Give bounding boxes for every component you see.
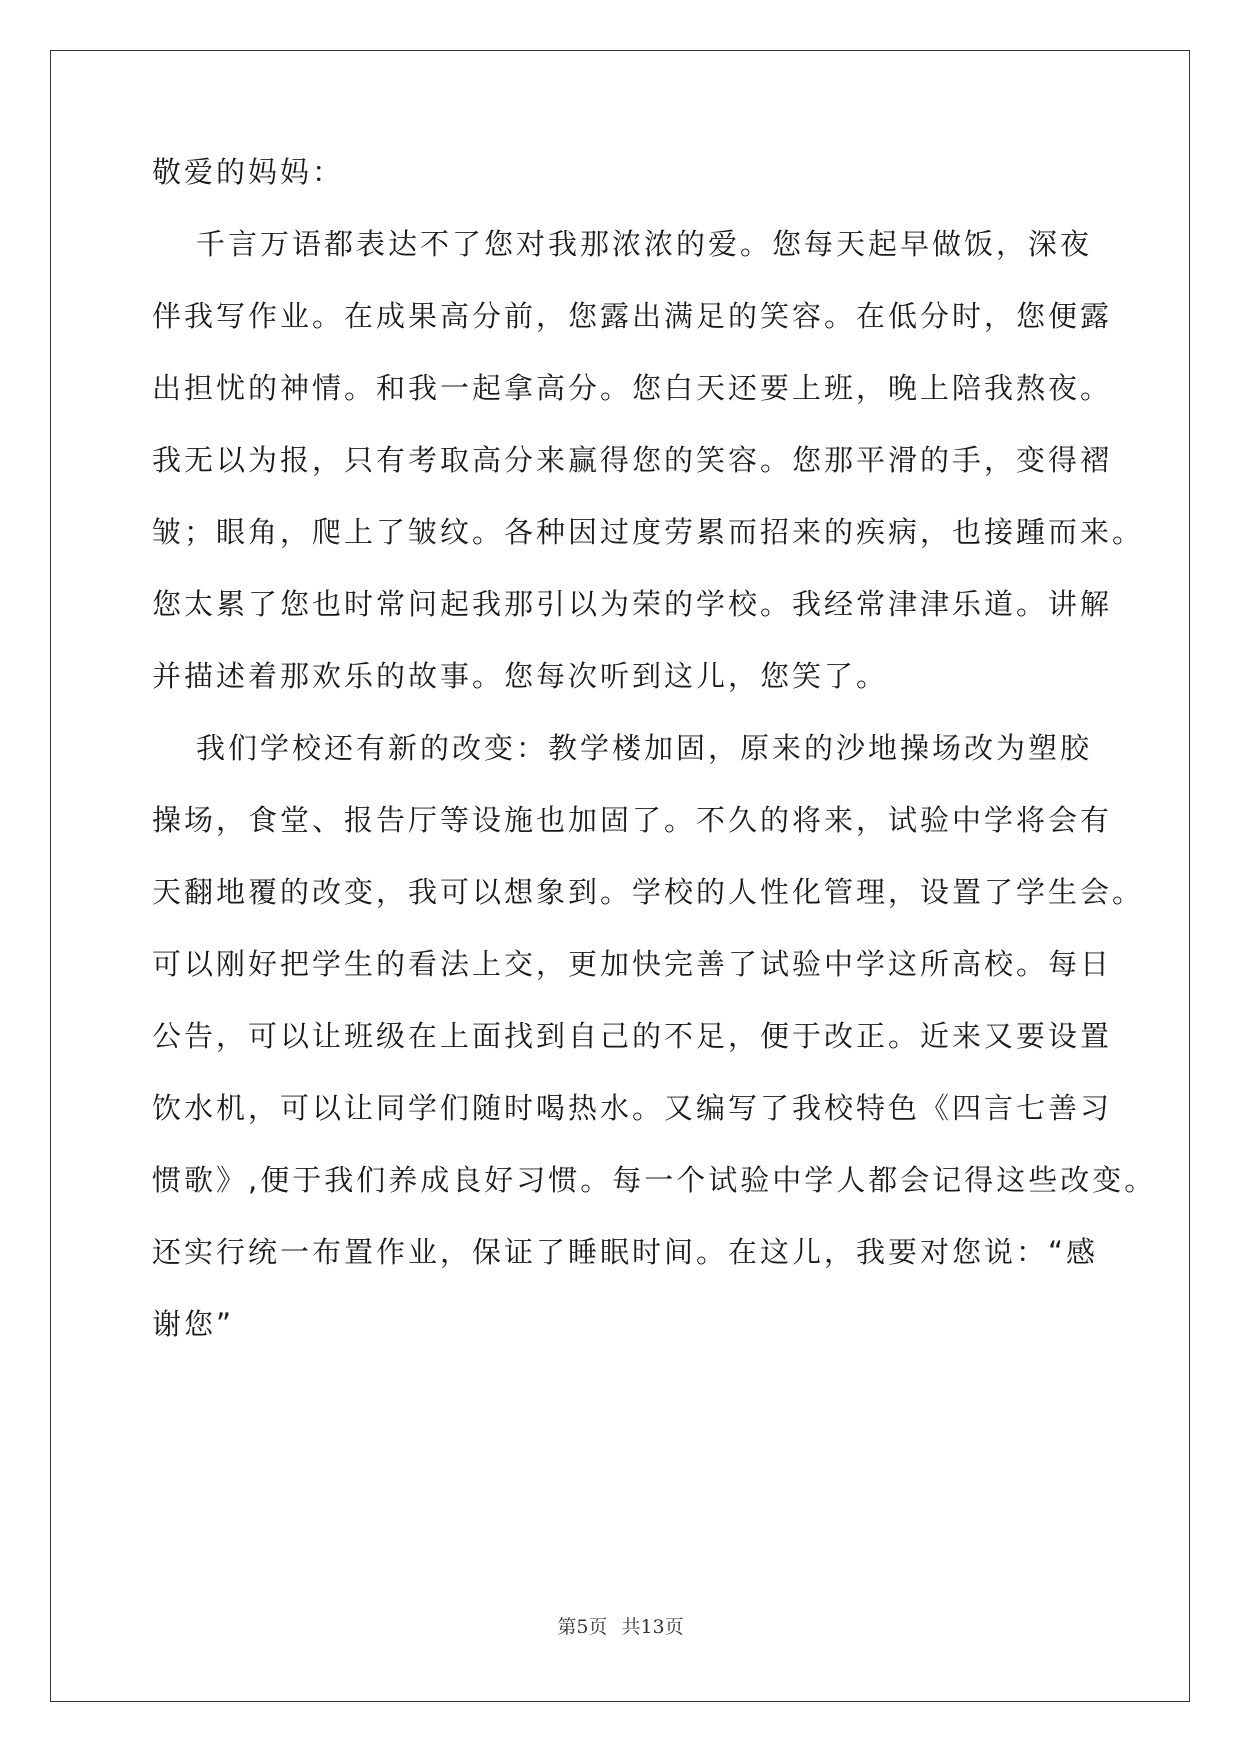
text-line: 出担忧的神情。和我一起拿高分。您白天还要上班，晚上陪我熬夜。 xyxy=(152,371,1113,405)
text-line: 我们学校还有新的改变：教学楼加固，原来的沙地操场改为塑胶 xyxy=(196,731,1093,765)
total-pages: 共13页 xyxy=(621,1616,684,1638)
text-line: 天翻地覆的改变，我可以想象到。学校的人性化管理，设置了学生会。 xyxy=(152,875,1145,909)
text-line: 公告，可以让班级在上面找到自己的不足，便于改正。近来又要设置 xyxy=(152,1019,1113,1053)
page-number: 第5页 xyxy=(557,1616,608,1638)
text-line: 饮水机，可以让同学们随时喝热水。又编写了我校特色《四言七善习 xyxy=(152,1091,1113,1125)
text-line: 千言万语都表达不了您对我那浓浓的爱。您每天起早做饭，深夜 xyxy=(196,227,1093,261)
text-line: 您太累了您也时常问起我那引以为荣的学校。我经常津津乐道。讲解 xyxy=(152,587,1113,621)
text-line: 谢您” xyxy=(152,1307,235,1341)
text-line: 操场，食堂、报告厅等设施也加固了。不久的将来，试验中学将会有 xyxy=(152,803,1113,837)
page-footer xyxy=(0,1612,1241,1639)
text-line: 并描述着那欢乐的故事。您每次听到这儿，您笑了。 xyxy=(152,659,889,693)
text-line: 惯歌》,便于我们养成良好习惯。每一个试验中学人都会记得这些改变。 xyxy=(152,1163,1157,1197)
salutation: 敬爱的妈妈： xyxy=(152,155,345,189)
text-line: 还实行统一布置作业，保证了睡眠时间。在这儿，我要对您说：“感 xyxy=(152,1235,1099,1269)
text-line: 我无以为报，只有考取高分来赢得您的笑容。您那平滑的手，变得褶 xyxy=(152,443,1113,477)
text-line: 可以刚好把学生的看法上交，更加快完善了试验中学这所高校。每日 xyxy=(152,947,1113,981)
text-line: 皱；眼角，爬上了皱纹。各种因过度劳累而招来的疾病，也接踵而来。 xyxy=(152,515,1145,549)
text-line: 伴我写作业。在成果高分前，您露出满足的笑容。在低分时，您便露 xyxy=(152,299,1113,333)
